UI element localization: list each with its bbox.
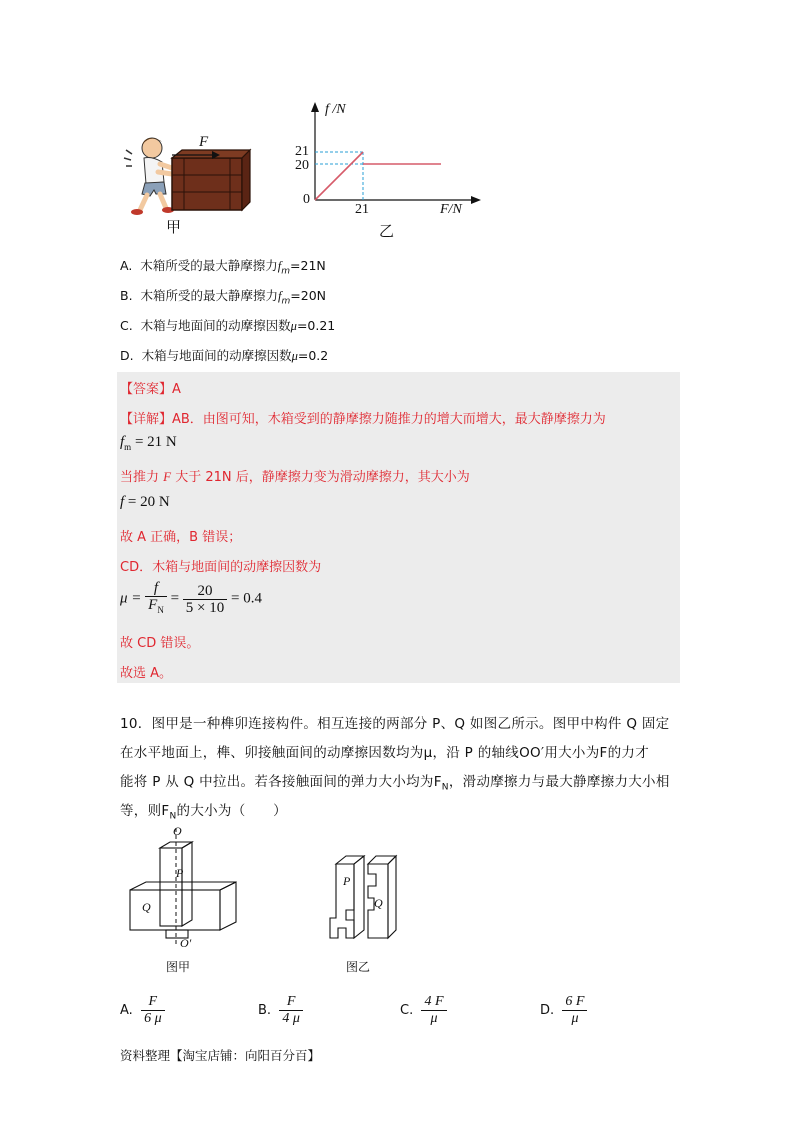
friction-graph-svg — [285, 98, 495, 238]
question10-line-1: 10．图甲是一种榫卯连接构件。相互连接的两部分 P、Q 如图乙所示。图甲中构件 Q 固定 — [120, 716, 670, 732]
label-Q-separated: Q — [374, 896, 383, 910]
y-tick-20: 20 — [295, 158, 309, 173]
static-friction-line — [315, 152, 363, 200]
y-tick-21: 21 — [295, 144, 309, 159]
q10-option-d: D. $\frac{6 F}{\mu}$ — [540, 994, 587, 1027]
figure-mortise-tenon-separated — [316, 848, 416, 976]
x-tick-21: 21 — [355, 202, 369, 217]
option-b: B. 木箱所受的最大静摩擦力$f_m=20N$ — [120, 288, 327, 307]
caption-yi: 乙 — [379, 224, 395, 240]
y-axis-label: f /N — [325, 102, 346, 117]
label-O-bottom: O′ — [180, 936, 192, 950]
figure-yi-friction-graph — [285, 98, 495, 238]
question10-line-4: 等，则$F_N$的大小为（ ） — [120, 803, 287, 822]
figure-jia-push-crate — [120, 128, 260, 238]
answer-equation-2: f = 20 N — [120, 494, 170, 510]
option-c: C. 木箱与地面间的动摩擦因数μ=0.21 — [120, 318, 336, 333]
fraction-f-over-fn: $\frac{f}{F_N}$ — [145, 580, 167, 618]
label-Q: Q — [142, 900, 151, 914]
label-P-separated: P — [343, 874, 351, 888]
answer-detail-3: 故 A 正确，B 错误； — [120, 530, 242, 545]
force-label: F — [199, 134, 209, 150]
q10-option-b: B. $\frac{F}{4 \mu}$ — [258, 994, 303, 1027]
answer-detail-5: 故 CD 错误。 — [120, 636, 200, 651]
figure-mortise-tenon-assembled — [126, 826, 246, 976]
answer-equation-3: μ = $\frac{f}{F_N}$ = $\frac{20}{5 \times 10}$ = 0.4 — [120, 580, 262, 618]
q10-option-c: C. $\frac{4 F}{\mu}$ — [400, 994, 447, 1027]
answer-equation-1: $f_m = 21$ N — [120, 434, 177, 452]
label-P: P — [176, 866, 184, 880]
option-d: D. 木箱与地面间的动摩擦因数μ=0.2 — [120, 348, 329, 363]
x-axis-label: F/N — [440, 202, 462, 217]
page-footer: 资料整理【淘宝店铺：向阳百分百】 — [120, 1048, 321, 1063]
caption-figure-jia: 图甲 — [166, 960, 191, 974]
caption-figure-yi: 图乙 — [346, 960, 371, 974]
option-a: A. 木箱所受的最大静摩擦力$f_m=21N$ — [120, 258, 326, 277]
q10-option-a: A. $\frac{F}{6 \mu}$ — [120, 994, 165, 1027]
separated-parts-svg — [316, 848, 416, 948]
origin-label: 0 — [303, 192, 310, 207]
answer-detail-4: CD．木箱与地面间的动摩擦因数为 — [120, 560, 322, 575]
question10-line-3: 能将 P 从 Q 中拉出。若各接触面间的弹力大小均为$F_N$，滑动摩擦力与最大静摩擦力大小相 — [120, 774, 670, 793]
label-O-top: O — [173, 824, 182, 838]
answer-detail-6: 故选 A。 — [120, 666, 173, 681]
caption-jia: 甲 — [166, 220, 182, 236]
answer-label: 【答案】A — [120, 382, 181, 397]
boy-pushing-crate-illustration — [120, 128, 260, 238]
question10-line-2: 在水平地面上，榫、卯接触面间的动摩擦因数均为μ，沿 P 的轴线OO′用大小为F的力才 — [120, 745, 649, 761]
answer-detail-1: 【详解】AB．由图可知，木箱受到的静摩擦力随推力的增大而增大，最大静摩擦力为 — [120, 412, 606, 427]
answer-detail-2: 当推力 F 大于 21N 后，静摩擦力变为滑动摩擦力，其大小为 — [120, 469, 470, 485]
fraction-20-over-50: $\frac{20}{5 \times 10}$ — [183, 583, 227, 616]
